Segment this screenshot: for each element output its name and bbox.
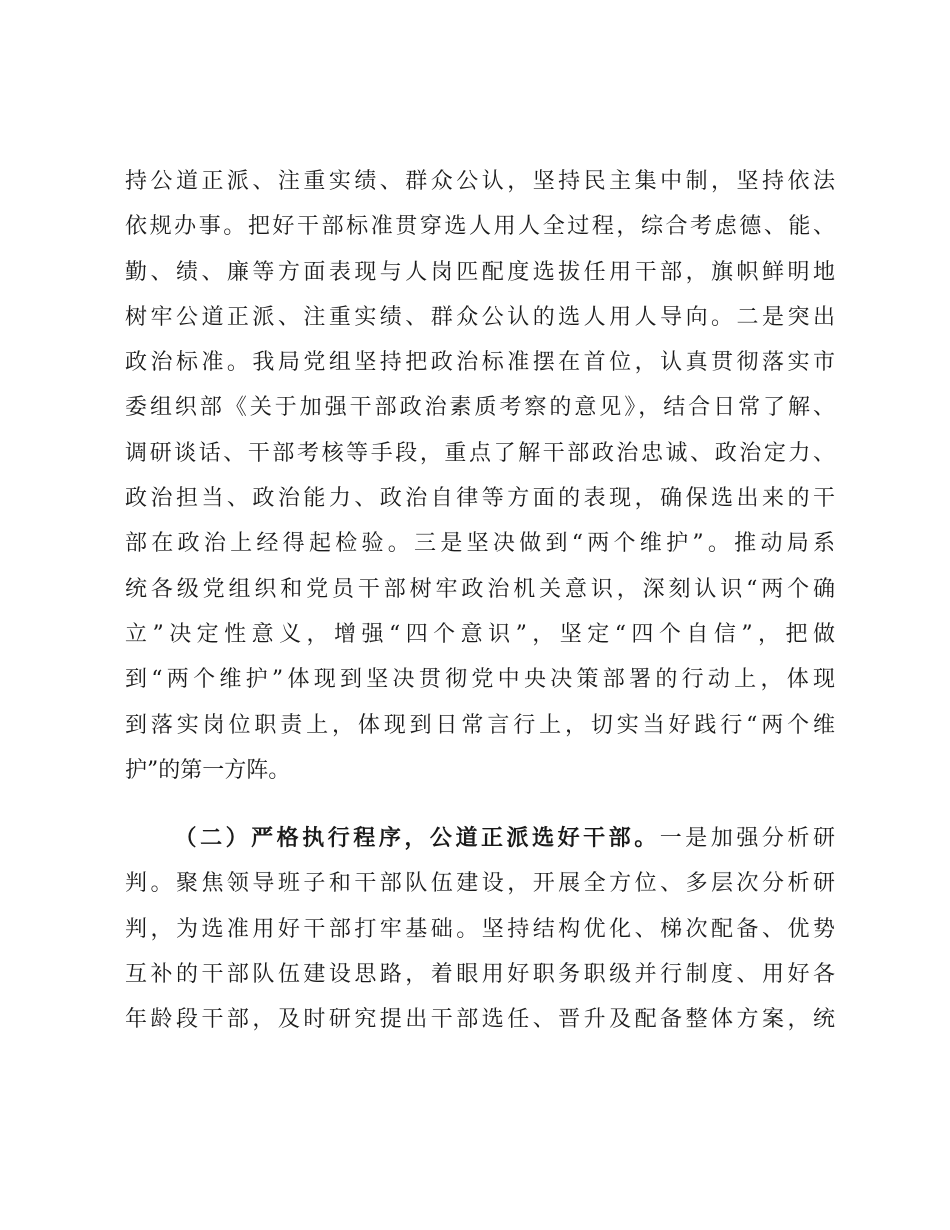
paragraph-1-line: 统各级党组织和党员干部树牢政治机关意识，深刻认识“两个确 xyxy=(125,576,835,602)
paragraph-2-first-line xyxy=(125,816,835,861)
first-line-text: 一是加强分析研 xyxy=(659,826,835,851)
paragraph-1-line: 到“两个维护”体现到坚决贯彻党中央决策部署的行动上，体现 xyxy=(125,667,835,693)
paragraph-1-line: 树牢公道正派、注重实绩、群众公认的选人用人导向。二是突出 xyxy=(125,304,835,330)
paragraph-2 xyxy=(125,816,835,1042)
paragraph-2-line: 判，为选准用好干部打牢基础。坚持结构优化、梯次配备、优势 xyxy=(125,916,835,942)
paragraph-1-line: 调研谈话、干部考核等手段，重点了解干部政治忠诚、政治定力、 xyxy=(125,440,835,466)
paragraph-1-line: 持公道正派、注重实绩、群众公认，坚持民主集中制，坚持依法 xyxy=(125,169,835,194)
paragraph-1-line: 政治标准。我局党组坚持把政治标准摆在首位，认真贯彻落实市 xyxy=(125,350,835,376)
paragraph-1-line: 勤、绩、廉等方面表现与人岗匹配度选拔任用干部，旗帜鲜明地 xyxy=(125,259,835,285)
paragraph-2-line: 年龄段干部，及时研究提出干部选任、晋升及配备整体方案，统 xyxy=(125,1007,835,1033)
paragraph-2-line: 互补的干部队伍建设思路，着眼用好职务职级并行制度、用好各 xyxy=(125,961,835,987)
paragraph-1-line: 政治担当、政治能力、政治自律等方面的表现，确保选出来的干 xyxy=(125,486,835,512)
paragraph-1-line: 护”的第一方阵。 xyxy=(125,757,291,783)
paragraph-1-line: 依规办事。把好干部标准贯穿选人用人全过程，综合考虑德、能、 xyxy=(125,214,835,240)
paragraph-1-line: 到落实岗位职责上，体现到日常言行上，切实当好践行“两个维 xyxy=(125,712,835,738)
paragraph-1-line: 委组织部《关于加强干部政治素质考察的意见》，结合日常了解、 xyxy=(125,395,835,421)
section-heading: （二）严格执行程序，公道正派选好干部。 xyxy=(171,825,660,851)
paragraph-1-line: 部在政治上经得起检验。三是坚决做到“两个维护”。推动局系 xyxy=(125,531,835,557)
paragraph-1-line: 立”决定性意义，增强“四个意识”，坚定“四个自信”，把做 xyxy=(125,621,835,647)
paragraph-1 xyxy=(125,159,835,793)
paragraph-2-line: 判。聚焦领导班子和干部队伍建设，开展全方位、多层次分析研 xyxy=(125,871,835,897)
